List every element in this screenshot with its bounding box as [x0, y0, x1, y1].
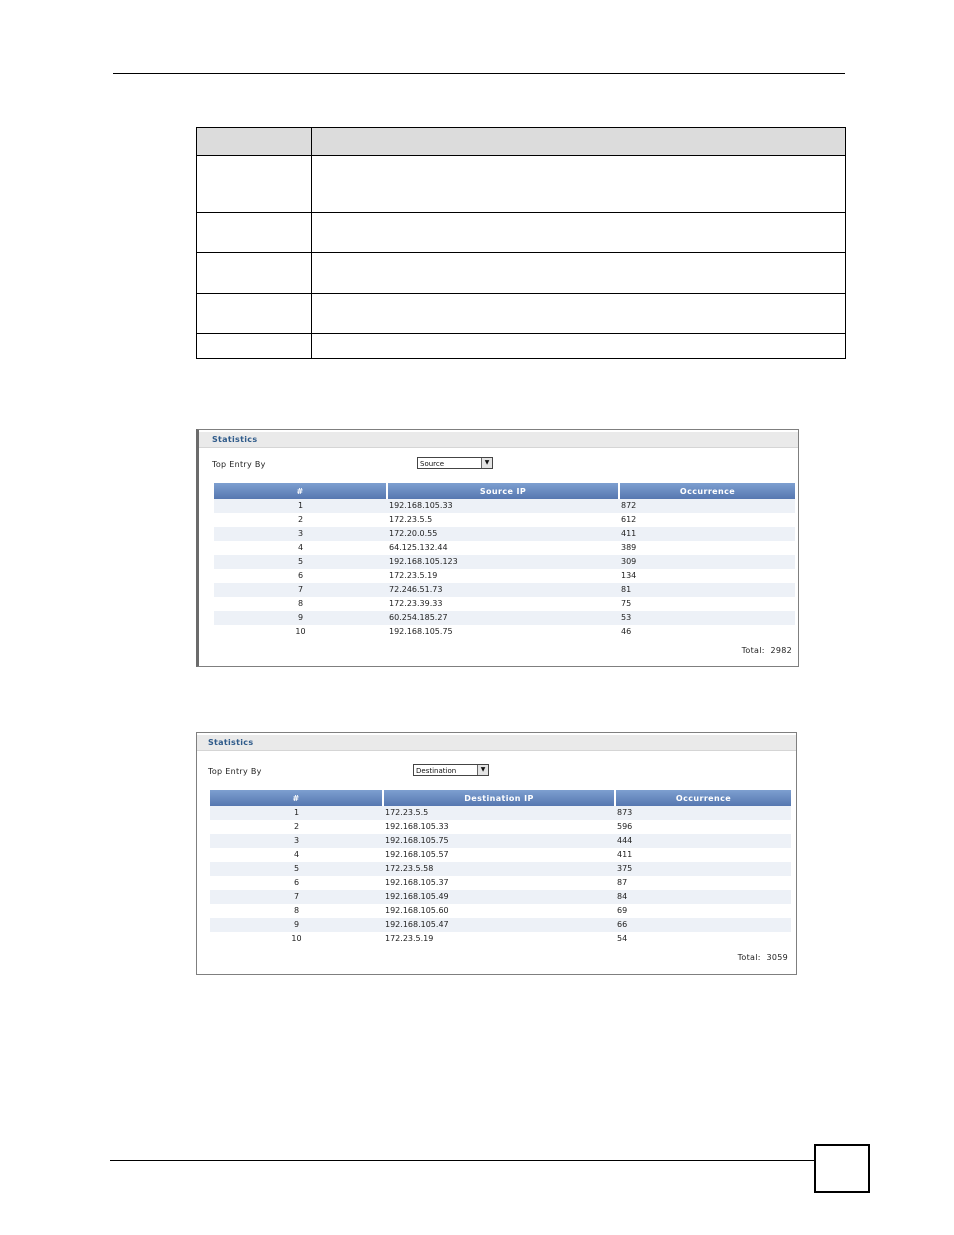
reference-cell	[312, 253, 846, 294]
row-occurrence: 87	[615, 876, 791, 890]
row-ip: 172.23.5.5	[387, 513, 619, 527]
page-number-box	[814, 1144, 870, 1193]
row-occurrence: 81	[619, 583, 795, 597]
reference-cell	[197, 128, 312, 156]
row-ip: 60.254.185.27	[387, 611, 619, 625]
reference-cell	[312, 294, 846, 334]
column-header-occurrence[interactable]: Occurrence	[615, 790, 791, 806]
row-occurrence: 411	[619, 527, 795, 541]
row-index: 5	[214, 555, 387, 569]
row-ip: 172.23.5.5	[383, 806, 615, 820]
row-ip: 172.23.5.58	[383, 862, 615, 876]
row-ip: 172.20.0.55	[387, 527, 619, 541]
row-ip: 192.168.105.33	[387, 499, 619, 513]
row-index: 1	[210, 806, 383, 820]
reference-cell	[312, 334, 846, 359]
select-value: Destination	[416, 767, 457, 775]
row-occurrence: 389	[619, 541, 795, 555]
table-row	[214, 527, 795, 541]
table-row	[214, 555, 795, 569]
row-occurrence: 75	[619, 597, 795, 611]
row-occurrence: 872	[619, 499, 795, 513]
total-summary	[742, 646, 792, 655]
table-row	[214, 611, 795, 625]
panel-title: Statistics	[197, 735, 796, 751]
row-occurrence: 84	[615, 890, 791, 904]
row-ip: 172.23.5.19	[383, 932, 615, 946]
row-occurrence: 53	[619, 611, 795, 625]
statistics-table	[214, 483, 795, 639]
row-index: 2	[214, 513, 387, 527]
table-header-row	[214, 483, 795, 499]
total-value: 2982	[770, 646, 792, 655]
statistics-panel-source	[196, 429, 799, 667]
total-label: Total:	[741, 646, 765, 655]
row-ip: 192.168.105.47	[383, 918, 615, 932]
row-index: 10	[214, 625, 387, 639]
row-index: 2	[210, 820, 383, 834]
top-entry-by-select[interactable]	[417, 457, 493, 469]
row-ip: 192.168.105.37	[383, 876, 615, 890]
reference-cell	[312, 128, 846, 156]
row-ip: 192.168.105.33	[383, 820, 615, 834]
reference-table-row	[197, 213, 846, 253]
row-occurrence: 54	[615, 932, 791, 946]
row-occurrence: 69	[615, 904, 791, 918]
row-ip: 172.23.5.19	[387, 569, 619, 583]
reference-table-row	[197, 294, 846, 334]
reference-cell	[312, 213, 846, 253]
reference-cell	[312, 156, 846, 213]
table-row	[210, 806, 791, 820]
row-index: 3	[210, 834, 383, 848]
reference-cell	[197, 294, 312, 334]
row-index: 7	[210, 890, 383, 904]
table-row	[210, 890, 791, 904]
column-header-index[interactable]: #	[210, 790, 383, 806]
select-value: Source	[420, 460, 445, 468]
row-occurrence: 612	[619, 513, 795, 527]
row-index: 4	[214, 541, 387, 555]
top-entry-by-label: Top Entry By	[208, 767, 262, 776]
row-occurrence: 46	[619, 625, 795, 639]
column-header-index[interactable]: #	[214, 483, 387, 499]
table-row	[214, 499, 795, 513]
table-row	[210, 918, 791, 932]
table-row	[210, 820, 791, 834]
reference-cell	[197, 334, 312, 359]
column-header-ip[interactable]: Destination IP	[383, 790, 615, 806]
reference-table-row	[197, 334, 846, 359]
row-ip: 172.23.39.33	[387, 597, 619, 611]
reference-cell	[197, 156, 312, 213]
table-row	[214, 625, 795, 639]
row-occurrence: 66	[615, 918, 791, 932]
column-header-occurrence[interactable]: Occurrence	[619, 483, 795, 499]
row-index: 8	[210, 904, 383, 918]
row-ip: 192.168.105.49	[383, 890, 615, 904]
row-index: 9	[214, 611, 387, 625]
table-row	[214, 583, 795, 597]
row-index: 6	[210, 876, 383, 890]
top-entry-by-label: Top Entry By	[212, 460, 266, 469]
row-ip: 192.168.105.123	[387, 555, 619, 569]
table-row	[210, 932, 791, 946]
panel-title: Statistics	[199, 432, 798, 448]
chevron-down-icon[interactable]: ▼	[477, 765, 488, 775]
row-index: 5	[210, 862, 383, 876]
row-ip: 192.168.105.75	[383, 834, 615, 848]
row-index: 10	[210, 932, 383, 946]
table-row	[210, 834, 791, 848]
row-ip: 192.168.105.60	[383, 904, 615, 918]
total-summary	[738, 953, 788, 962]
row-ip: 64.125.132.44	[387, 541, 619, 555]
total-value: 3059	[766, 953, 788, 962]
row-occurrence: 375	[615, 862, 791, 876]
reference-table-header	[197, 128, 846, 156]
table-header-row	[210, 790, 791, 806]
row-index: 7	[214, 583, 387, 597]
table-row	[210, 862, 791, 876]
row-ip: 192.168.105.57	[383, 848, 615, 862]
top-entry-by-select[interactable]	[413, 764, 489, 776]
row-index: 1	[214, 499, 387, 513]
table-row	[214, 569, 795, 583]
statistics-panel-destination	[196, 732, 797, 975]
row-index: 4	[210, 848, 383, 862]
top-rule	[113, 73, 845, 74]
row-occurrence: 411	[615, 848, 791, 862]
statistics-table	[210, 790, 791, 946]
reference-cell	[197, 213, 312, 253]
row-index: 8	[214, 597, 387, 611]
table-row	[214, 597, 795, 611]
table-row	[214, 513, 795, 527]
reference-cell	[197, 253, 312, 294]
row-occurrence: 596	[615, 820, 791, 834]
reference-table-row	[197, 156, 846, 213]
total-label: Total:	[737, 953, 761, 962]
row-index: 6	[214, 569, 387, 583]
table-row	[210, 904, 791, 918]
row-index: 3	[214, 527, 387, 541]
row-occurrence: 134	[619, 569, 795, 583]
table-row	[210, 848, 791, 862]
reference-table	[196, 127, 846, 359]
chevron-down-icon[interactable]: ▼	[481, 458, 492, 468]
row-occurrence: 873	[615, 806, 791, 820]
table-row	[214, 541, 795, 555]
bottom-rule	[110, 1160, 815, 1161]
table-row	[210, 876, 791, 890]
row-index: 9	[210, 918, 383, 932]
column-header-ip[interactable]: Source IP	[387, 483, 619, 499]
row-ip: 72.246.51.73	[387, 583, 619, 597]
row-ip: 192.168.105.75	[387, 625, 619, 639]
row-occurrence: 309	[619, 555, 795, 569]
row-occurrence: 444	[615, 834, 791, 848]
reference-table-row	[197, 253, 846, 294]
